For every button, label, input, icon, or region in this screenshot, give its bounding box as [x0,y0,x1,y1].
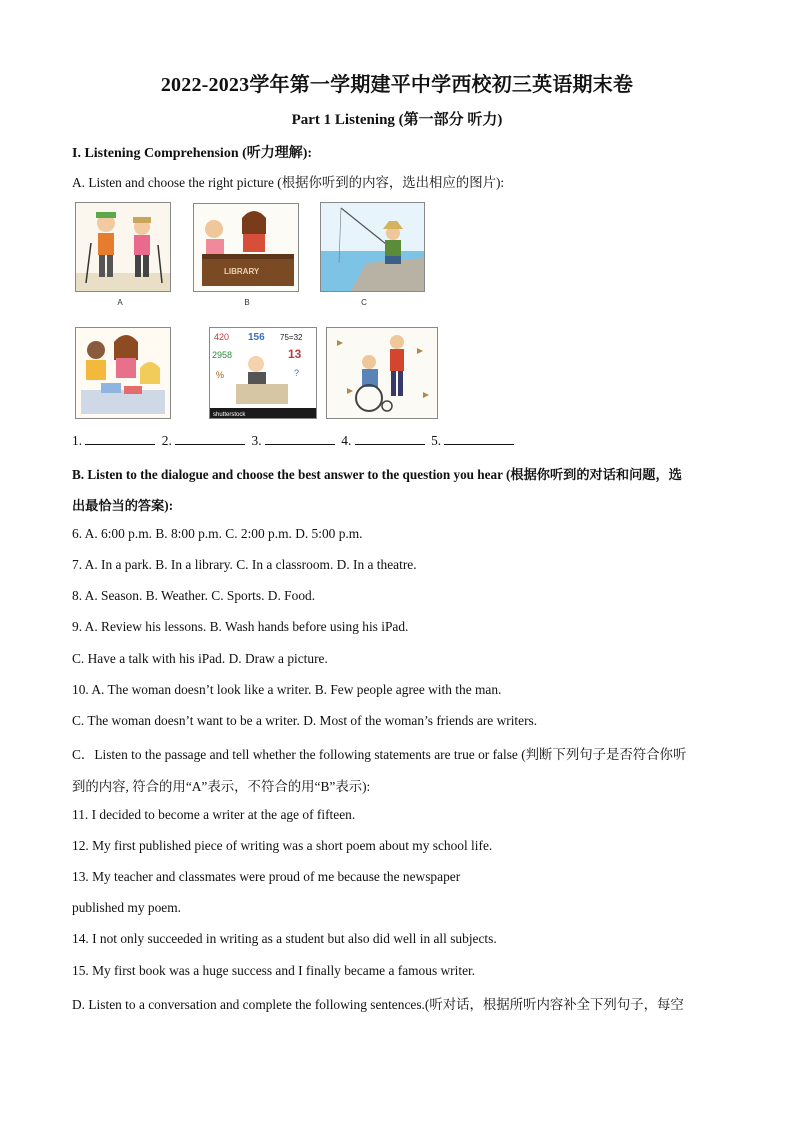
picture-a-hikers [75,202,171,292]
statement-13-line2: published my poem. [72,900,181,915]
caption-a: A [117,298,123,307]
picture-b-library [193,203,299,292]
section-b-instructions-line1: B. Listen to the dialogue and choose the best answer to the question you hear (根据你听到的对话和问题，选 [72,467,682,482]
blank-label-2: 2. [161,433,172,448]
answer-blank-1[interactable] [85,432,155,445]
picture-answer-blanks [72,432,517,449]
svg-text:13: 13 [288,347,302,361]
picture-f-wheelchair [326,327,438,419]
svg-text:156: 156 [248,332,265,343]
section-a-instructions: A. Listen and choose the right picture (根据你听到的内容，选出相应的图片): [72,175,505,190]
library-sign: LIBRARY [224,267,260,276]
question-6: 6. A. 6:00 p.m. B. 8:00 p.m. C. 2:00 p.m. D. 5:00 p.m. [72,526,363,541]
blank-label-3: 3. [251,433,262,448]
question-10-options-cd: C. The woman doesn’t want to be a writer. D. Most of the woman’s friends are writers. [72,713,538,728]
picture-d-students [75,327,171,419]
watermark-text: shutterstock [213,412,246,418]
section-b-instructions-line2: 出最恰当的答案): [72,498,174,513]
svg-text:420: 420 [214,332,230,342]
statement-13-line1: 13. My teacher and classmates were proud of me because the newspaper [72,869,461,884]
statement-14: 14. I not only succeeded in writing as a student but also did well in all subjects. [72,931,497,946]
answer-blank-2[interactable] [175,432,245,445]
blank-label-4: 4. [341,433,352,448]
svg-text:75=32: 75=32 [280,333,303,342]
svg-text:%: % [216,370,225,380]
section-c-instructions-line2: 到的内容, 符合的用“A”表示，不符合的用“B”表示): [72,779,371,794]
answer-blank-4[interactable] [355,432,425,445]
caption-c: C [361,298,367,307]
section-c-instructions-line1: C．Listen to the passage and tell whether the following statements are true or false (判断下列句子是否符合你听 [72,747,687,762]
part-heading: Part 1 Listening (第一部分 听力) [291,112,503,128]
caption-b: B [244,298,250,307]
statement-12: 12. My first published piece of writing was a short poem about my school life. [72,838,493,853]
blank-label-5: 5. [431,433,442,448]
svg-text:?: ? [294,368,300,378]
answer-blank-5[interactable] [444,432,514,445]
question-8: 8. A. Season. B. Weather. C. Sports. D. Food. [72,588,316,603]
section-heading: I. Listening Comprehension (听力理解): [72,146,313,161]
picture-c-fishing [320,202,425,292]
svg-text:2958: 2958 [212,350,233,360]
section-d-instructions: D. Listen to a conversation and complete the following sentences.(听对话，根据所听内容补全下列句子，每空 [72,997,684,1012]
question-10-options-ab: 10. A. The woman doesn’t look like a writer. B. Few people agree with the man. [72,682,502,697]
statement-15: 15. My first book was a huge success and I finally became a famous writer. [72,963,476,978]
question-7: 7. A. In a park. B. In a library. C. In a classroom. D. In a theatre. [72,557,417,572]
picture-e-math [209,327,317,419]
question-9-options-cd: C. Have a talk with his iPad. D. Draw a picture. [72,651,328,666]
answer-blank-3[interactable] [265,432,335,445]
exam-title: 2022-2023学年第一学期建平中学西校初三英语期末卷 [160,74,634,96]
blank-label-1: 1. [72,433,83,448]
question-9-options-ab: 9. A. Review his lessons. B. Wash hands before using his iPad. [72,619,409,634]
statement-11: 11. I decided to become a writer at the age of fifteen. [72,807,356,822]
